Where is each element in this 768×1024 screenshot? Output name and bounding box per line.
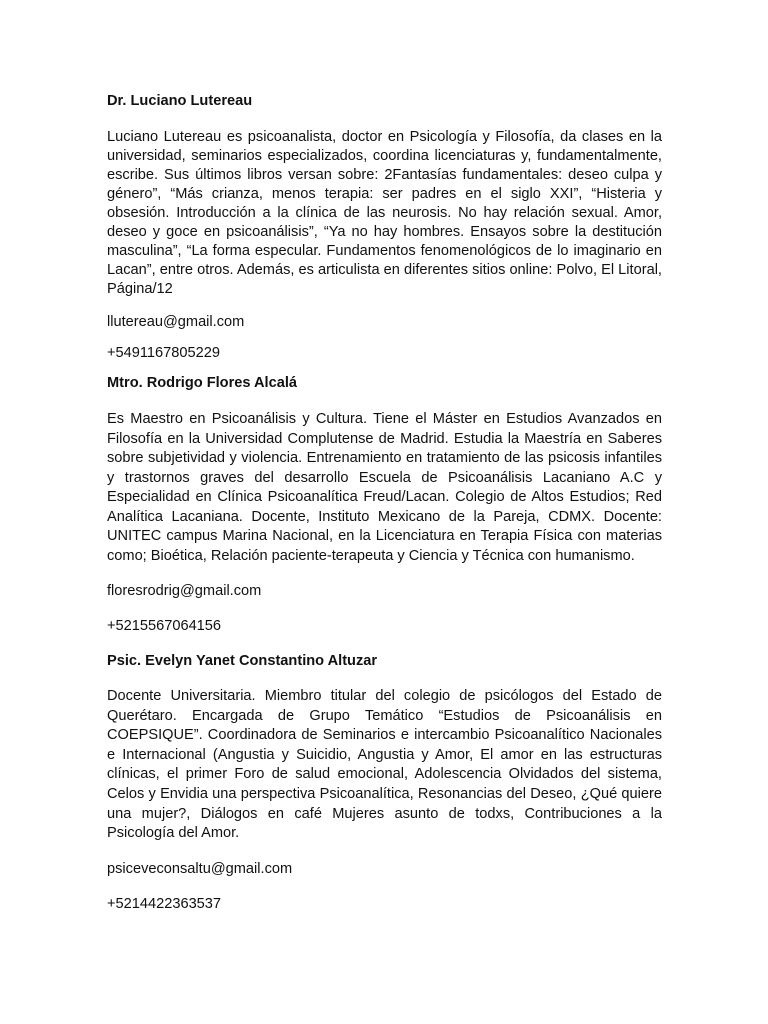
profile-name: Dr. Luciano Lutereau bbox=[107, 93, 253, 109]
profile-email: llutereau@gmail.com bbox=[107, 314, 245, 330]
profile-phone: +5214422363537 bbox=[107, 895, 222, 912]
profile-email: psiceveconsaltu@gmail.com bbox=[107, 860, 293, 877]
profile-bio: Docente Universitaria. Miembro titular del colegio de psicólogos del Estado de Querétaro. Encargada de Grupo Temático “Estudios de Psicoanálisis en COEPSIQUE”. Coordinadora de Seminarios e intercambio Psicoanalítico Nacionales e Internacional (Angustia y Suicidio, Angustia y Amor, El amor en las estructuras clínicas, el primer Foro de salud emocional, Adolescencia Olvidados del sistema, Celos y Envidia una perspectiva Psicoanalítica, Resonancias del Deseo, ¿Qué quiere una mujer?, Diálogos en café Mujeres asunto de todxs, Contribuciones a la Psicología del Amor. bbox=[107, 688, 662, 842]
profile-bio: Es Maestro en Psicoanálisis y Cultura. Tiene el Máster en Estudios Avanzados en Filosofía en la Universidad Complutense de Madrid. Estudia la Maestría en Saberes sobre subjetividad y violencia. Entrenamiento en tratamiento de las psicosis infantiles y trastornos graves del desarrollo Escuela de Psicoanálisis Lacaniano A.C y Especialidad en Clínica Psicoanalítica Freud/Lacan. Colegio de Altos Estudios; Red Analítica Lacaniana. Docente, Instituto Mexicano de la Pareja, CDMX. Docente: UNITEC campus Marina Nacional, en la Licenciatura en Terapia Física con materias como; Bioética, Relación paciente-terapeuta y Ciencia y Técnica con humanismo. bbox=[107, 411, 662, 564]
profile-constantino bbox=[107, 652, 662, 914]
profile-flores bbox=[107, 374, 662, 636]
profile-email: floresrodrig@gmail.com bbox=[107, 583, 262, 599]
profile-phone: +5491167805229 bbox=[107, 345, 220, 361]
profile-lutereau bbox=[107, 92, 662, 363]
profile-bio: Luciano Lutereau es psicoanalista, doctor en Psicología y Filosofía, da clases en la universidad, seminarios especializados, coordina licenciaturas y, fundamentalmente, escribe. Sus últimos libros versan sobre: 2Fantasías fundamentales: deseo culpa y género”, “Más crianza, menos terapia: ser padres en el siglo XXI”, “Histeria y obsesión. Introducción a la clínica de las neurosis. No hay relación sexual. Amor, deseo y goce en psicoanálisis”, “Ya no hay hombres. Ensayos sobre la destitución masculina”, “La forma especular. Fundamentos fenomenológicos de lo imaginario en Lacan”, entre otros. Además, es articulista en diferentes sitios online: Polvo, El Litoral, Página/12 bbox=[107, 129, 662, 297]
profile-phone: +5215567064156 bbox=[107, 618, 222, 634]
document-page bbox=[107, 90, 662, 914]
profile-name: Psic. Evelyn Yanet Constantino Altuzar bbox=[107, 653, 378, 669]
profile-name: Mtro. Rodrigo Flores Alcalá bbox=[107, 375, 298, 391]
